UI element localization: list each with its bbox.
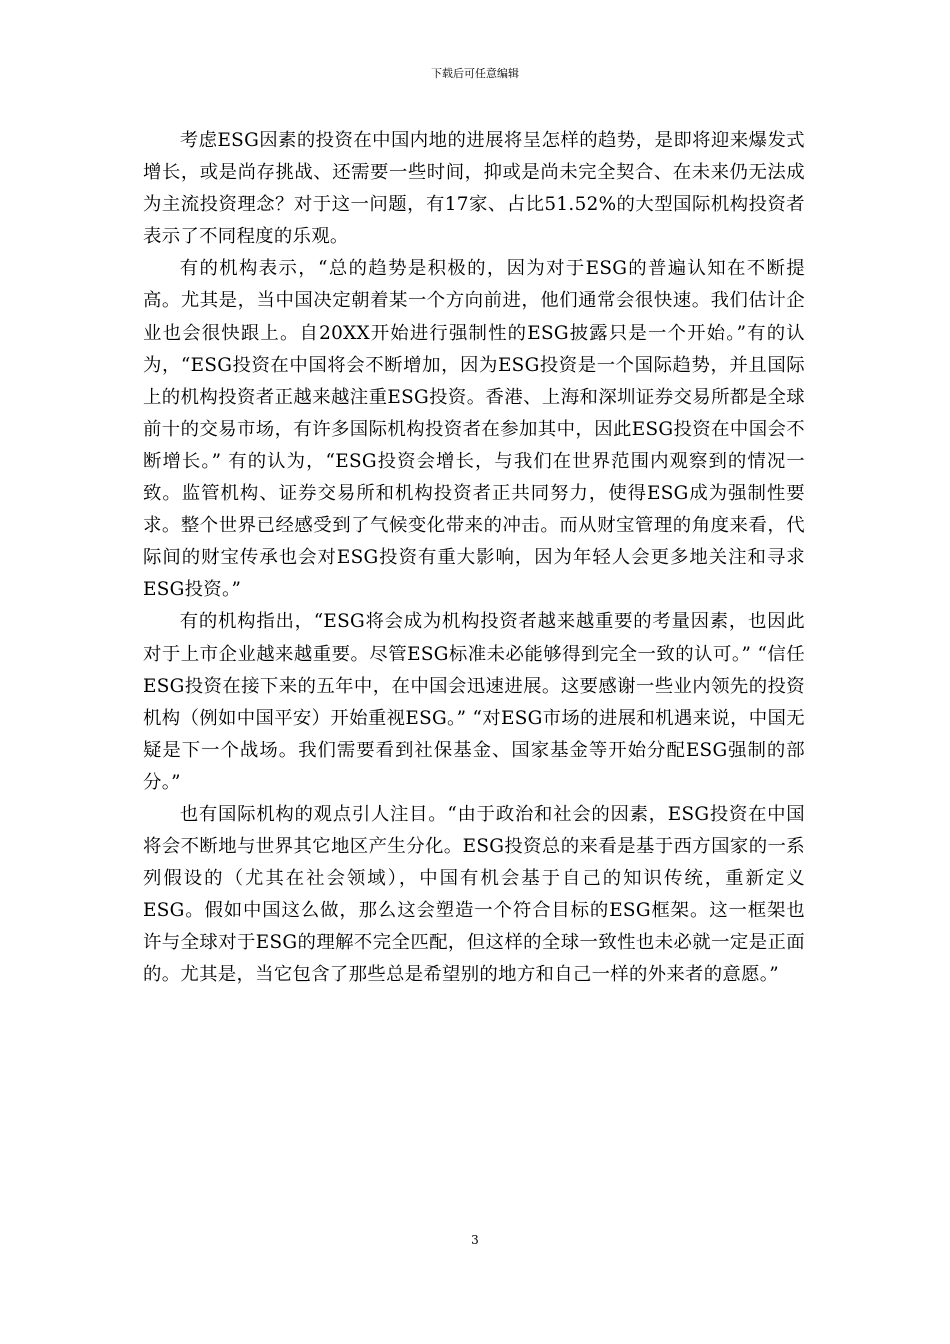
- paragraph-2: 有的机构表示，“总的趋势是积极的，因为对于ESG的普遍认知在不断提高。尤其是，当中国决定朝着某一个方向前进，他们通常会很快速。我们估计企业也会很快跟上。自20XX开始进行强制性的ESG披露只是一个开始。”有的认为，“ESG投资在中国将会不断增加，因为ESG投资是一个国际趋势，并且国际上的机构投资者正越来越注重ESG投资。香港、上海和深圳证券交易所都是全球前十的交易市场，有许多国际机构投资者在参加其中，因此ESG投资在中国会不断增长。” 有的认为，“ESG投资会增长，与我们在世界范围内观察到的情况一致。监管机构、证券交易所和机构投资者正共同努力，使得ESG成为强制性要求。整个世界已经感受到了气候变化带来的冲击。而从财宝管理的角度来看，代际间的财宝传承也会对ESG投资有重大影响，因为年轻人会更多地关注和寻求ESG投资。”: [143, 258, 805, 601]
- page-header: 下载后可任意编辑: [431, 67, 519, 80]
- paragraph-3: 有的机构指出，“ESG将会成为机构投资者越来越重要的考量因素，也因此对于上市企业越来越重要。尽管ESG标准未必能够得到完全一致的认可。” “信任ESG投资在接下来的五年中，在中国会迅速进展。这要感谢一些业内领先的投资机构（例如中国平安）开始重视ESG。” “对ESG市场的进展和机遇来说，中国无疑是下一个战场。我们需要看到社保基金、国家基金等开始分配ESG强制的部分。”: [143, 611, 805, 793]
- paragraph-4: 也有国际机构的观点引人注目。“由于政治和社会的因素，ESG投资在中国将会不断地与世界其它地区产生分化。ESG投资总的来看是基于西方国家的一系列假设的（尤其在社会领域），中国有机会基于自己的知识传统，重新定义ESG。假如中国这么做，那么这会塑造一个符合目标的ESG框架。这一框架也许与全球对于ESG的理解不完全匹配，但这样的全球一致性也未必就一定是正面的。尤其是，当它包含了那些总是希望别的地方和自己一样的外来者的意愿。”: [143, 803, 805, 986]
- document-body: [143, 125, 805, 992]
- paragraph-1: 考虑ESG因素的投资在中国内地的进展将呈怎样的趋势，是即将迎来爆发式增长，或是尚存挑战、还需要一些时间，抑或是尚未完全契合、在未来仍无法成为主流投资理念？对于这一问题，有17家、占比51.52%的大型国际机构投资者表示了不同程度的乐观。: [143, 130, 805, 248]
- page-number: 3: [471, 1233, 479, 1247]
